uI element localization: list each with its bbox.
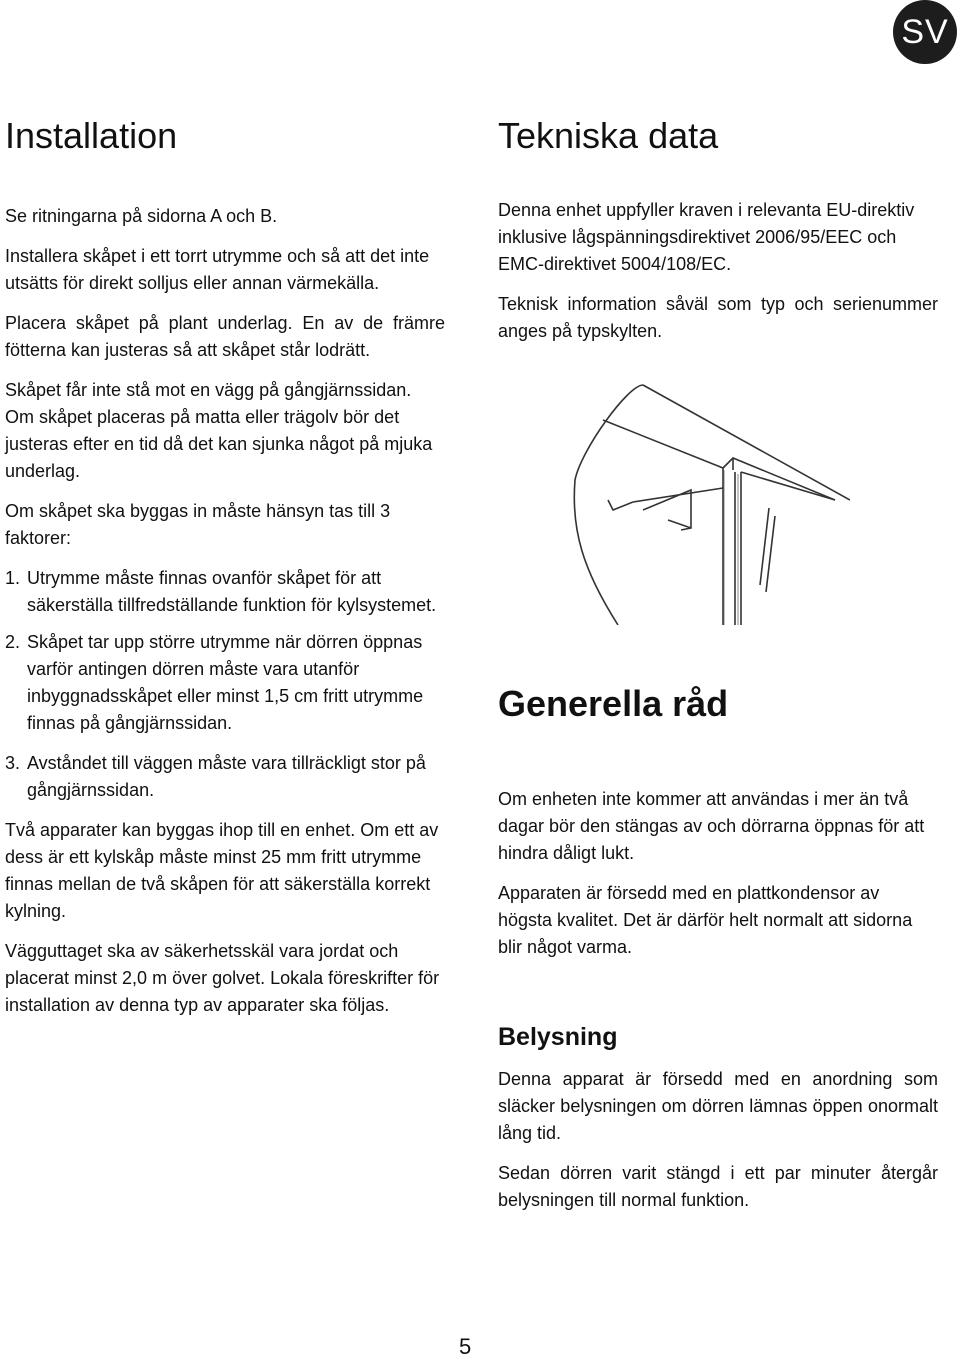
list-item-text: Avståndet till väggen måste vara tillräckligt stor på gångjärnssidan. xyxy=(27,753,426,800)
list-item xyxy=(5,629,445,737)
installation-section xyxy=(5,112,445,1019)
language-badge: SV xyxy=(893,0,957,64)
installation-paragraph: Om skåpet ska byggas in måste hänsyn tas till 3 faktorer: xyxy=(5,501,391,548)
cabinet-corner-illustration xyxy=(573,380,850,625)
installation-paragraph: Placera skåpet på plant underlag. En av de främre fötterna kan justeras så att skåpet står lodrätt. xyxy=(5,313,445,360)
general-advice-paragraph: Apparaten är försedd med en plattkondensor av högsta kvalitet. Det är därför helt normalt att sidorna blir något varma. xyxy=(498,883,913,957)
lighting-heading: Belysning xyxy=(498,1023,618,1051)
installation-list xyxy=(5,565,445,804)
page-number: 5 xyxy=(459,1334,472,1359)
installation-heading: Installation xyxy=(5,115,178,156)
list-item-number: 1. xyxy=(5,568,21,588)
list-item xyxy=(5,750,445,804)
lighting-paragraph: Sedan dörren varit stängd i ett par minuter återgår belysningen till normal funktion. xyxy=(498,1163,938,1210)
list-item xyxy=(5,565,445,619)
list-item-number: 3. xyxy=(5,753,21,773)
general-advice-section xyxy=(498,680,938,961)
installation-paragraph: Två apparater kan byggas ihop till en enhet. Om ett av dess är ett kylskåp måste minst 25 mm fritt utrymme finnas mellan de två skåpen för att säkerställa korrekt kylning. xyxy=(5,820,439,921)
general-advice-paragraph: Om enheten inte kommer att användas i mer än två dagar bör den stängas av och dörrarna öppnas för att hindra dåligt lukt. xyxy=(498,789,925,863)
technical-data-paragraph: Denna enhet uppfyller kraven i relevanta EU-direktiv inklusive lågspänningsdirektivet 2006/95/EEC och EMC-direktivet 5004/108/EC. xyxy=(498,200,915,274)
installation-paragraph: Skåpet får inte stå mot en vägg på gångjärnssidan. Om skåpet placeras på matta eller trägolv bör det justeras efter en tid då det kan sjunka något på mjuka underlag. xyxy=(5,380,433,481)
list-item-text: Utrymme måste finnas ovanför skåpet för att säkerställa tillfredställande funktion för kylsystemet. xyxy=(27,568,437,615)
technical-data-section xyxy=(498,112,938,345)
illustration-circle-arc xyxy=(574,385,643,625)
technical-data-paragraph: Teknisk information såväl som typ och serienummer anges på typskylten. xyxy=(498,294,938,341)
general-advice-heading: Generella råd xyxy=(498,683,729,724)
list-item-text: Skåpet tar upp större utrymme när dörren öppnas varför antingen dörren måste vara utanför inbyggnadsskåpet eller minst 1,5 cm fritt utrymme finnas på gångjärnssidan. xyxy=(27,632,424,733)
installation-paragraph: Installera skåpet i ett torrt utrymme och så att det inte utsätts för direkt solljus eller annan värmekälla. xyxy=(5,246,430,293)
lighting-paragraph: Denna apparat är försedd med en anordning som släcker belysningen om dörren lämnas öppen onormalt lång tid. xyxy=(498,1069,938,1143)
installation-paragraph: Se ritningarna på sidorna A och B. xyxy=(5,206,278,226)
lighting-section xyxy=(498,1021,938,1214)
installation-paragraph: Vägguttaget ska av säkerhetsskäl vara jordat och placerat minst 2,0 m över golvet. Lokala föreskrifter för installation av denna typ av apparater ska följas. xyxy=(5,941,440,1015)
technical-data-heading: Tekniska data xyxy=(498,115,719,156)
list-item-number: 2. xyxy=(5,632,21,652)
